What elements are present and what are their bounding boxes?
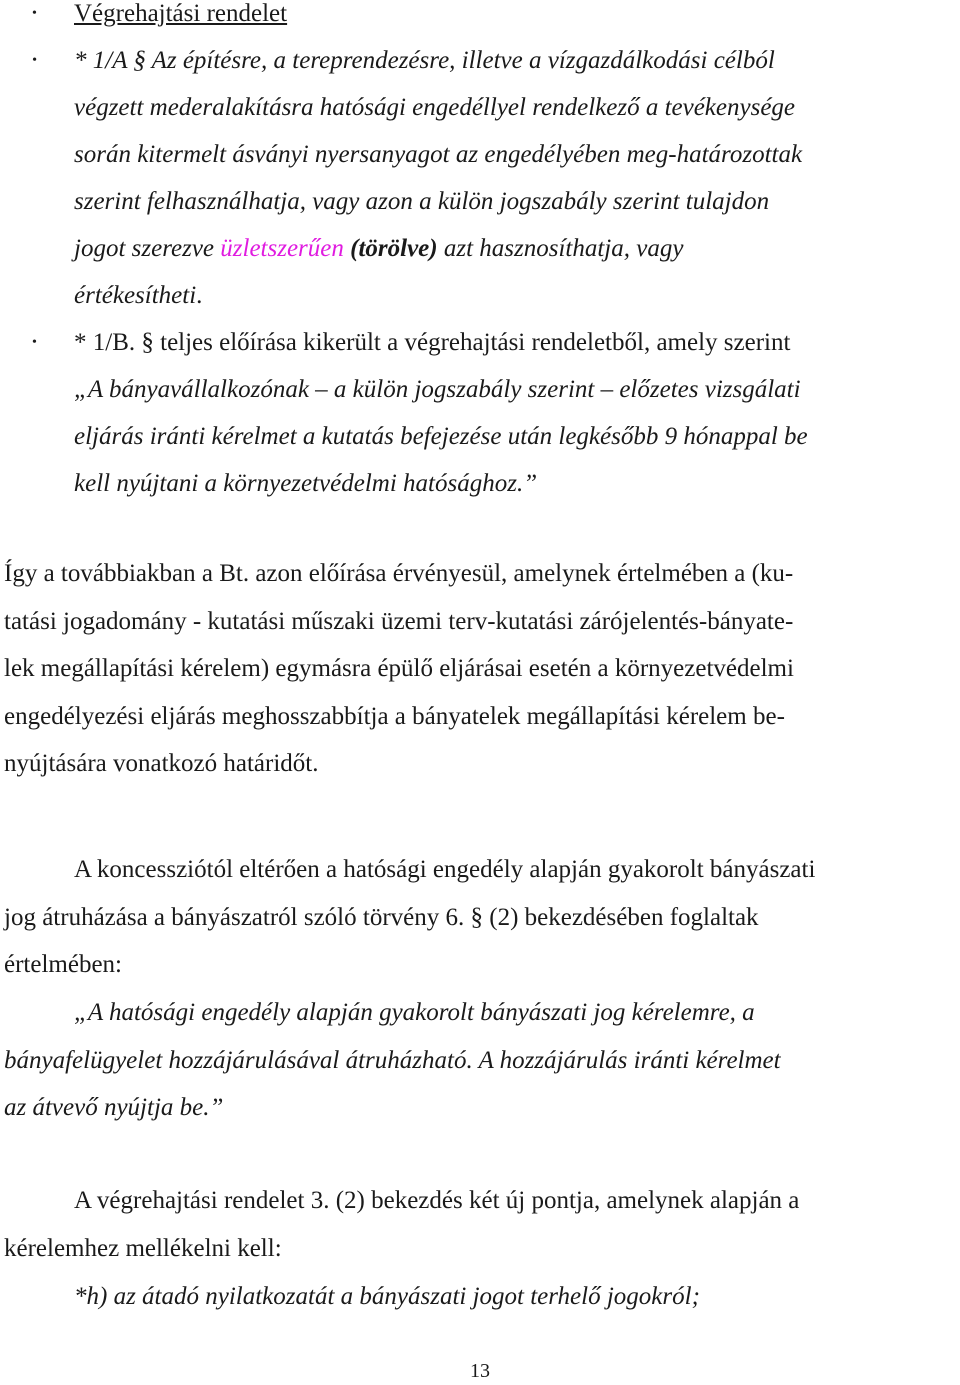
text-line: • * 1/A § Az építésre, a tereprendezésre, illetve a vízgazdálkodási célból bbox=[74, 47, 775, 74]
quote-line: „A bányavállalkozónak – a külön jogszabály szerint – előzetes vizsgálati bbox=[74, 376, 801, 403]
quote-line: eljárás iránti kérelmet a kutatás befejezése után legkésőbb 9 hónappal be bbox=[74, 423, 808, 450]
bullet-item-1a bbox=[32, 37, 952, 319]
quote-line: bányafelügyelet hozzájárulásával átruházható. A hozzájárulás iránti kérelmet bbox=[4, 1046, 781, 1074]
text-line: engedélyezési eljárás meghosszabbítja a bányatelek megállapítási kérelem be- bbox=[4, 702, 785, 730]
paragraph-bt bbox=[4, 550, 956, 788]
text-line: kérelemhez mellékelni kell: bbox=[4, 1234, 282, 1262]
text-fragment: azt hasznosíthatja, vagy bbox=[437, 235, 684, 262]
page-number: 13 bbox=[470, 1360, 490, 1382]
text-line: A végrehajtási rendelet 3. (2) bekezdés két új pontja, amelynek alapján a bbox=[74, 1187, 800, 1214]
quote-line: kell nyújtani a környezetvédelmi hatósághoz.” bbox=[74, 470, 538, 497]
text-line: jog átruházása a bányászatról szóló törvény 6. § (2) bekezdésében foglaltak bbox=[4, 903, 759, 931]
section-title: Végrehajtási rendelet bbox=[74, 0, 288, 27]
paragraph-concession bbox=[4, 846, 956, 989]
text-line: A koncessziótól eltérően a hatósági engedély alapján gyakorolt bányászati bbox=[74, 856, 816, 883]
text-line: tatási jogadomány - kutatási műszaki üzemi terv-kutatási zárójelentés-bányate- bbox=[4, 607, 794, 635]
item-h bbox=[4, 1273, 956, 1321]
bullet-item-1b bbox=[32, 319, 952, 507]
text-fragment: . bbox=[196, 282, 203, 309]
text-fragment: jogot szerezve bbox=[74, 235, 221, 262]
text-line: *h) az átadó nyilatkozatát a bányászati jogot terhelő jogokról; bbox=[74, 1283, 700, 1310]
text-line: nyújtására vonatkozó határidőt. bbox=[4, 750, 319, 777]
bullet-list bbox=[32, 0, 952, 507]
quote-line: az átvevő nyújtja be.” bbox=[4, 1094, 224, 1121]
text-line: szerint felhasználhatja, vagy azon a külön jogszabály szerint tulajdon bbox=[74, 188, 770, 215]
text-line: Így a továbbiakban a Bt. azon előírása érvényesül, amelynek értelmében a (ku- bbox=[4, 560, 794, 587]
text-line bbox=[74, 272, 952, 319]
text-line: során kitermelt ásványi nyersanyagot az engedélyében meg-határozottak bbox=[74, 141, 803, 168]
text-fragment: értékesítheti bbox=[74, 282, 197, 309]
text-line bbox=[74, 225, 952, 272]
paragraph-regulation bbox=[4, 1177, 956, 1272]
quote-line: „A hatósági engedély alapján gyakorolt bányászati jog kérelemre, a bbox=[74, 999, 755, 1026]
bullet-item-title bbox=[32, 0, 952, 37]
text-line: lek megállapítási kérelem) egymásra épülő eljárásai esetén a környezetvédelmi bbox=[4, 655, 794, 682]
deleted-marker: (törölve) bbox=[350, 235, 438, 262]
quote-transfer bbox=[4, 989, 956, 1132]
text-line: értelmében: bbox=[4, 951, 122, 978]
highlighted-term: üzletszerűen bbox=[220, 235, 344, 262]
text-line: • * 1/B. § teljes előírása kikerült a végrehajtási rendeletből, amely szerint bbox=[74, 329, 791, 356]
text-line: végzett mederalakításra hatósági engedéllyel rendelkező a tevékenysége bbox=[74, 94, 796, 121]
